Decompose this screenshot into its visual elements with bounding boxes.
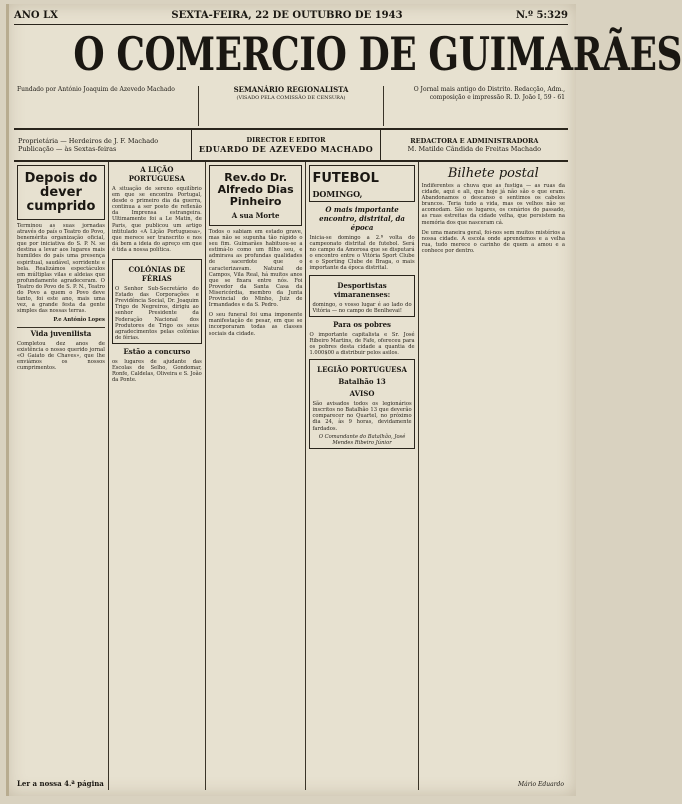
kicker: DOMINGO, — [312, 189, 363, 199]
director-name: EDUARDO DE AZEVEDO MACHADO — [198, 144, 374, 154]
article-box — [17, 165, 105, 220]
column-3 — [206, 162, 307, 790]
section-heading: Vida juvenilista — [17, 327, 105, 338]
headline-depois: Depois do dever cumprido — [24, 171, 98, 214]
article-columns — [14, 162, 568, 790]
legion-title: LEGIÃO PORTUGUESA — [317, 365, 407, 375]
section-heading: Para os pobres — [333, 319, 391, 329]
article-author: P.e António Lopes — [53, 317, 105, 324]
admin-label: REDACTORA E ADMINISTRADORA — [410, 137, 539, 145]
director-block — [191, 130, 380, 160]
legion-sign: O Comandante do Batalhão, José Mendes Ribeiro Júnior — [318, 433, 406, 446]
article-body: Inicia-se domingo a 2.ª volta do campeonato distrital de futebol. Será no campo da Amorosa que se disputará o encontro entre o Vitória Sport Clube e o Sporting Clube de Braga, o mais importante da época distrital. — [309, 235, 415, 272]
legion-battalion: Batalhão 13 — [338, 377, 386, 387]
article-body: Indiferentes a chuva que as fustiga — as ruas da cidade, aqui e ali, que hoje já não são o que eram. Abandonamos o descanso e sentimos os cabelos brancos. Teria tudo a vida, mas os velhos não se acomodam. São os lugares, os cenários do passado, as ruas estreitas da cidade velha, que persistem na memória dos que nasceram cá. — [421, 183, 565, 226]
article-body-2: O seu funeral foi uma imponente manifestação de pesar, em que se incorporaram todas as classes sociais da cidade. — [208, 312, 303, 337]
signature: Mário Eduardo — [517, 781, 564, 788]
box-title: Desportistas vimaranenses: — [333, 280, 391, 299]
staff-bar — [14, 128, 568, 162]
legion-body: São avisados todos os legionários inscritos no Batalhão 13 que deverão comparecer no Quartel, no próximo dia 24, às 9 horas, devidamente fardados. — [312, 401, 412, 432]
admin-name: M. Matilde Cândida de Freitas Machado — [407, 145, 542, 153]
headline-bilhete: Bilhete postal — [447, 166, 539, 181]
newspaper-page — [6, 4, 682, 796]
ownership — [14, 130, 191, 160]
admin-block — [381, 130, 568, 160]
article-body-2: De uma maneira geral, foi-nos sem muitos mistérios a nossa cidade. A escola onde aprendemos e a velha rua, tudo merece o carinho de quem a amou e a conhece por dentro. — [421, 229, 565, 254]
section-body: os lugares de ajudante das Escolas de Selho, Gondomar, Ronfe, Caldelas, Oliveira e S. João da Ponte. — [111, 358, 202, 384]
headline-pinheiro: Rev.do Dr. Alfredo Dias Pinheiro — [217, 171, 294, 208]
legion-box — [309, 359, 414, 449]
obituary-box — [209, 165, 303, 226]
dateline — [14, 8, 568, 25]
section-body: O importante capitalista e Sr. José Ribeiro Martins, de Fafe, ofereceu para os pobres desta cidade a quantia de 1.000$00 a distribuir pelos asilos. — [309, 331, 415, 357]
football-box — [309, 165, 414, 202]
headline-futebol: FUTEBOL — [312, 171, 379, 186]
masthead-title: O COMERCIO DE GUIMARÃES — [73, 27, 682, 81]
subheadline: O mais importante encontro, distrital, da época — [319, 205, 405, 232]
publication-type — [199, 86, 384, 126]
colonias-box — [112, 259, 202, 344]
column-2 — [109, 162, 206, 790]
issue-number: N.º 5:329 — [516, 9, 568, 21]
weekly-label: SEMANÁRIO REGIONALISTA — [233, 85, 349, 94]
article-body: Terminou as suas jornadas através do país o Teatro do Povo, benemérita organização oficial, que por iniciativa do S. P. N. se destina a levar aos lugares mais humildes do país uma presença espiritual, saudável, sorridente e bela. Realizámos espectáculos em múltiplas vilas e aldeias que profundamente agradeceram. O Teatro do Povo de S. P. N., Teatro do Povo a quem o Povo deve tanto, foi este ano, mais uma vez, a grande festa da gente simples das nossas terras. — [17, 223, 105, 315]
article-body: Todos o sabiam em estado grave, mas não se supunha tão rápido o seu fim. Guimarães habituou-se a estimá-lo como um filho seu, e admirava as profundas qualidades de sacerdote que o caracterizavam. Natural de Campos, Vila Real, há muitos anos que se fixara entre nós. Foi Provedor da Santa Casa da Misericórdia, membro da Junta Provincial do Minho, Juiz de Irmandades e da S. Pedro. — [208, 229, 303, 309]
issue-date: SEXTA-FEIRA, 22 DE OUTUBRO DE 1943 — [171, 9, 403, 21]
kicker: A sua Morte — [231, 211, 280, 220]
page-edge — [6, 4, 9, 796]
director-label: DIRECTOR E EDITOR — [246, 136, 326, 144]
column-4 — [306, 162, 418, 790]
supporters-box — [309, 275, 414, 317]
section-heading: Estão a concurso — [123, 346, 191, 356]
legion-notice: AVISO — [349, 389, 375, 399]
section-heading: COLÓNIAS DE FÉRIAS — [128, 265, 186, 284]
founder: Fundado por António Joaquim de Azevedo Machado — [14, 86, 199, 126]
column-5 — [419, 162, 568, 790]
box-body: domingo, o vosso lugar é ao lado do Vitória — no campo de Benlhevai! — [312, 301, 412, 314]
volume: ANO LX — [14, 9, 58, 21]
censorship-note: (VISADO PELA COMISSÃO DE CENSURA) — [236, 95, 346, 101]
footer-note: Ler a nossa 4.ª página — [17, 779, 104, 788]
subhead — [14, 86, 568, 126]
section-body: Completou dez anos de existência o nosso querido jornal «O Gaiato de Chaves», que lhe enviámos os nossos cumprimentos. — [17, 340, 105, 371]
article-body: A situação de sereno equilíbrio em que se encontra Portugal, desde o primeiro dia da guerra, continua a ser posto de reflexão da Imprensa estrangeira. Ultimamente foi a Le Matin, de Paris, que publicou um artigo intitulado «A Lição Portuguesa», que merece ser transcrito e nos dá bem a ideia do apreço em que é tida a nossa política. — [111, 186, 202, 253]
owner: Proprietária — Herdeiros de J. F. Machado — [18, 137, 159, 145]
section-body: O Senhor Sub-Secretário do Estado das Corporações e Previdência Social, Dr. Joaquim Trigo de Negreiros, dirigiu ao senhor Presidente da Federação Nacional dos Produtores de Trigo os seus agradecimentos pelas colónias de férias. — [114, 286, 199, 341]
column-1 — [14, 162, 109, 790]
headline-licao: A LIÇÃO PORTUGUESA — [128, 165, 185, 183]
tagline: O Jornal mais antigo do Distrito. Redacção, Adm., composição e impressão R. D. João I, 59 - 61 — [413, 86, 565, 101]
publication-day: Publicação — às Sextas-feiras — [18, 145, 117, 153]
